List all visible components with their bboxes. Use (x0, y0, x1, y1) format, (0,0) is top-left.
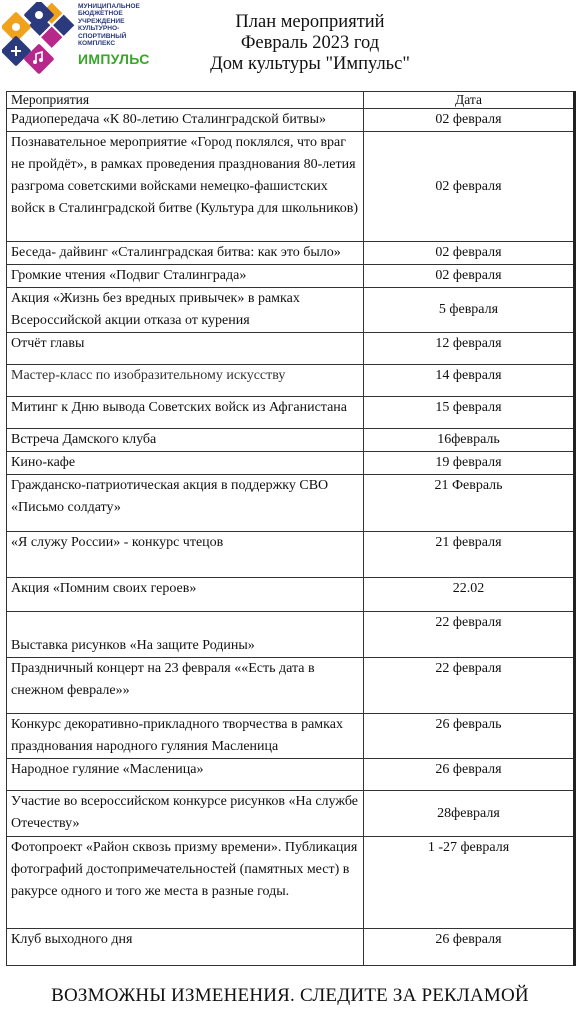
date-cell: 1 -27 февраля (364, 837, 575, 929)
event-cell: Кино-кафе (7, 452, 364, 475)
event-cell: Познавательное мероприятие «Город поклялся, что враг не пройдёт», в рамках проведения празднования 80-летия разгрома советскими войсками немецко-фашистских войск в Сталинградской битве (Культура для школьников) (7, 132, 364, 242)
event-cell: Участие во всероссийском конкурсе рисунков «На службе Отечеству» (7, 791, 364, 837)
date-cell: 21 февраля (364, 532, 575, 578)
date-cell: 15 февраля (364, 397, 575, 429)
table-row (7, 612, 575, 658)
date-cell: 12 февраля (364, 333, 575, 365)
event-cell: Митинг к Дню вывода Советских войск из Афганистана (7, 397, 364, 429)
organization-logo (2, 2, 162, 74)
event-cell: Радиопередача «К 80-летию Сталинградской битвы» (7, 109, 364, 132)
table-row (7, 929, 575, 966)
date-cell: 14 февраля (364, 365, 575, 397)
date-cell: 02 февраля (364, 242, 575, 265)
table-row (7, 759, 575, 791)
table-row (7, 365, 575, 397)
logo-emblem-icon (2, 2, 76, 74)
date-cell: 21 Февраль (364, 475, 575, 532)
table-row (7, 475, 575, 532)
date-cell: 26 февраля (364, 929, 575, 966)
table-row (7, 837, 575, 929)
date-cell: 19 февраля (364, 452, 575, 475)
event-cell: Встреча Дамского клуба (7, 429, 364, 452)
event-cell: Беседа- дайвинг «Сталинградская битва: как это было» (7, 242, 364, 265)
table-row (7, 265, 575, 288)
date-cell: 22.02 (364, 578, 575, 612)
table-row (7, 714, 575, 759)
date-cell: 28февраля (364, 791, 575, 837)
table-row (7, 132, 575, 242)
date-cell: 02 февраля (364, 265, 575, 288)
event-cell: Конкурс декоративно-прикладного творчества в рамках празднования народного гуляния Масленица (7, 714, 364, 759)
date-cell: 22 февраля (364, 612, 575, 658)
table-row (7, 429, 575, 452)
table-row (7, 397, 575, 429)
event-cell: Мастер-класс по изобразительному искусству (7, 365, 364, 397)
event-cell: Выставка рисунков «На защите Родины» (7, 612, 364, 658)
title-line-plan: План мероприятий (235, 12, 385, 32)
event-cell: «Я служу России» - конкурс чтецов (7, 532, 364, 578)
table-row (7, 658, 575, 714)
table-row (7, 333, 575, 365)
event-cell: Клуб выходного дня (7, 929, 364, 966)
title-line-venue: Дом культуры "Импульс" (210, 54, 410, 74)
date-cell: 5 февраля (364, 288, 575, 333)
date-cell: 26 февраля (364, 759, 575, 791)
table-row (7, 791, 575, 837)
table-row (7, 452, 575, 475)
table-row (7, 288, 575, 333)
table-header-row (7, 92, 575, 109)
changes-notice: ВОЗМОЖНЫ ИЗМЕНЕНИЯ. СЛЕДИТЕ ЗА РЕКЛАМОЙ (51, 985, 529, 1006)
table-row (7, 242, 575, 265)
logo-brand-name: ИМПУЛЬС (78, 51, 150, 67)
date-cell: 22 февраля (364, 658, 575, 714)
events-table (6, 91, 576, 966)
event-cell: Громкие чтения «Подвиг Сталинграда» (7, 265, 364, 288)
date-cell: 02 февраля (364, 109, 575, 132)
event-cell: Отчёт главы (7, 333, 364, 365)
column-header-date: Дата (364, 92, 575, 109)
date-cell: 16февраль (364, 429, 575, 452)
event-cell: Народное гуляние «Масленица» (7, 759, 364, 791)
event-cell: Праздничный концерт на 23 февраля ««Есть дата в снежном феврале»» (7, 658, 364, 714)
column-header-event: Мероприятия (7, 92, 364, 109)
event-cell: Гражданско-патриотическая акция в поддержку СВО «Письмо солдату» (7, 475, 364, 532)
table-row (7, 578, 575, 612)
date-cell: 02 февраля (364, 132, 575, 242)
title-line-period: Февраль 2023 год (240, 33, 380, 53)
table-row (7, 109, 575, 132)
page-title (160, 12, 460, 75)
table-row (7, 532, 575, 578)
event-cell: Акция «Помним своих героев» (7, 578, 364, 612)
event-cell: Фотопроект «Район сквозь призму времени». Публикация фотографий достопримечательностей (памятных мест) в ракурсе одного и того же места в разные годы. (7, 837, 364, 929)
event-cell: Акция «Жизнь без вредных привычек» в рамках Всероссийской акции отказа от курения (7, 288, 364, 333)
date-cell: 26 февраль (364, 714, 575, 759)
logo-organization-text: МУНИЦИПАЛЬНОЕ БЮДЖЕТНОЕ УЧРЕЖДЕНИЕ КУЛЬТУРНО-СПОРТИВНЫЙ КОМПЛЕКС (78, 3, 140, 48)
